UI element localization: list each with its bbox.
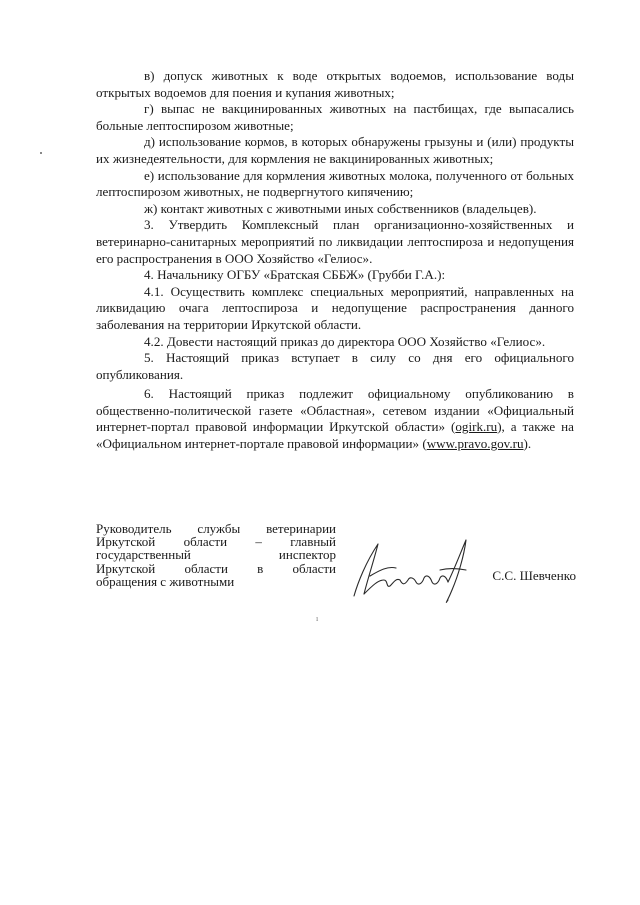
paragraph-6-text-middle: ), а также на «Официальном интернет-портале правовой информации» (	[96, 419, 574, 452]
paragraph-d: д) использование кормов, в которых обнаружены грызуны и (или) продукты их жизнедеятельности, для кормления не вакцинированных животных;	[96, 134, 574, 166]
signer-name: С.С. Шевченко	[492, 568, 576, 583]
handwritten-signature	[344, 530, 484, 610]
paragraph-6-text-after: ).	[523, 436, 532, 452]
paragraph-6-text-before: 6. Настоящий приказ подлежит официальному опубликованию в общественно-политической газете «Областная», сетевом издании «Официальный интернет-портал правовой информации Иркутской области» (	[96, 386, 574, 435]
ogirk-link[interactable]: ogirk.ru	[455, 419, 498, 435]
paragraph-5: 5. Настоящий приказ вступает в силу со дня его официального опубликования.	[96, 350, 574, 382]
position-line: Иркутской области – главный	[96, 534, 336, 550]
position-line: государственный инспектор	[96, 547, 336, 563]
paragraph-e: е) использование для кормления животных молока, полученного от больных лептоспирозом животных, не подвергнутого кипячению;	[96, 167, 574, 200]
position-line: Руководитель службы ветеринарии	[96, 521, 336, 536]
scan-margin-dot	[40, 152, 42, 154]
signature-block	[96, 522, 576, 612]
paragraph-4: 4. Начальнику ОГБУ «Братская СББЖ» (Грубби Г.А.):	[144, 267, 446, 283]
scan-artifact-mark: ı	[316, 614, 319, 623]
paragraph-4-1: 4.1. Осуществить комплекс специальных мероприятий, направленных на ликвидацию очага лептоспироза и недопущение распространения данного заболевания на территории Иркутской области.	[96, 283, 574, 332]
document-body	[96, 68, 574, 453]
signer-position	[96, 522, 336, 588]
position-line: обращения с животными	[96, 573, 235, 589]
paragraph-v: в) допуск животных к воде открытых водоемов, использование воды открытых водоемов для поения и купания животных;	[96, 68, 574, 100]
paragraph-4-2: 4.2. Довести настоящий приказ до директора ООО Хозяйство «Гелиос».	[144, 333, 546, 349]
position-line: Иркутской области в области	[96, 560, 336, 576]
paragraph-g: г) выпас не вакцинированных животных на пастбищах, где выпасались больные лептоспирозом животные;	[96, 101, 574, 133]
paragraph-3: 3. Утвердить Комплексный план организационно-хозяйственных и ветеринарно-санитарных мероприятий по ликвидации лептоспироза и недопущения его распространения в ООО Хозяйство «Гелиос».	[96, 217, 574, 266]
pravo-link[interactable]: www.pravo.gov.ru	[426, 436, 524, 452]
paragraph-6	[96, 386, 574, 452]
paragraph-zh: ж) контакт животных с животными иных собственников (владельцев).	[144, 200, 537, 216]
